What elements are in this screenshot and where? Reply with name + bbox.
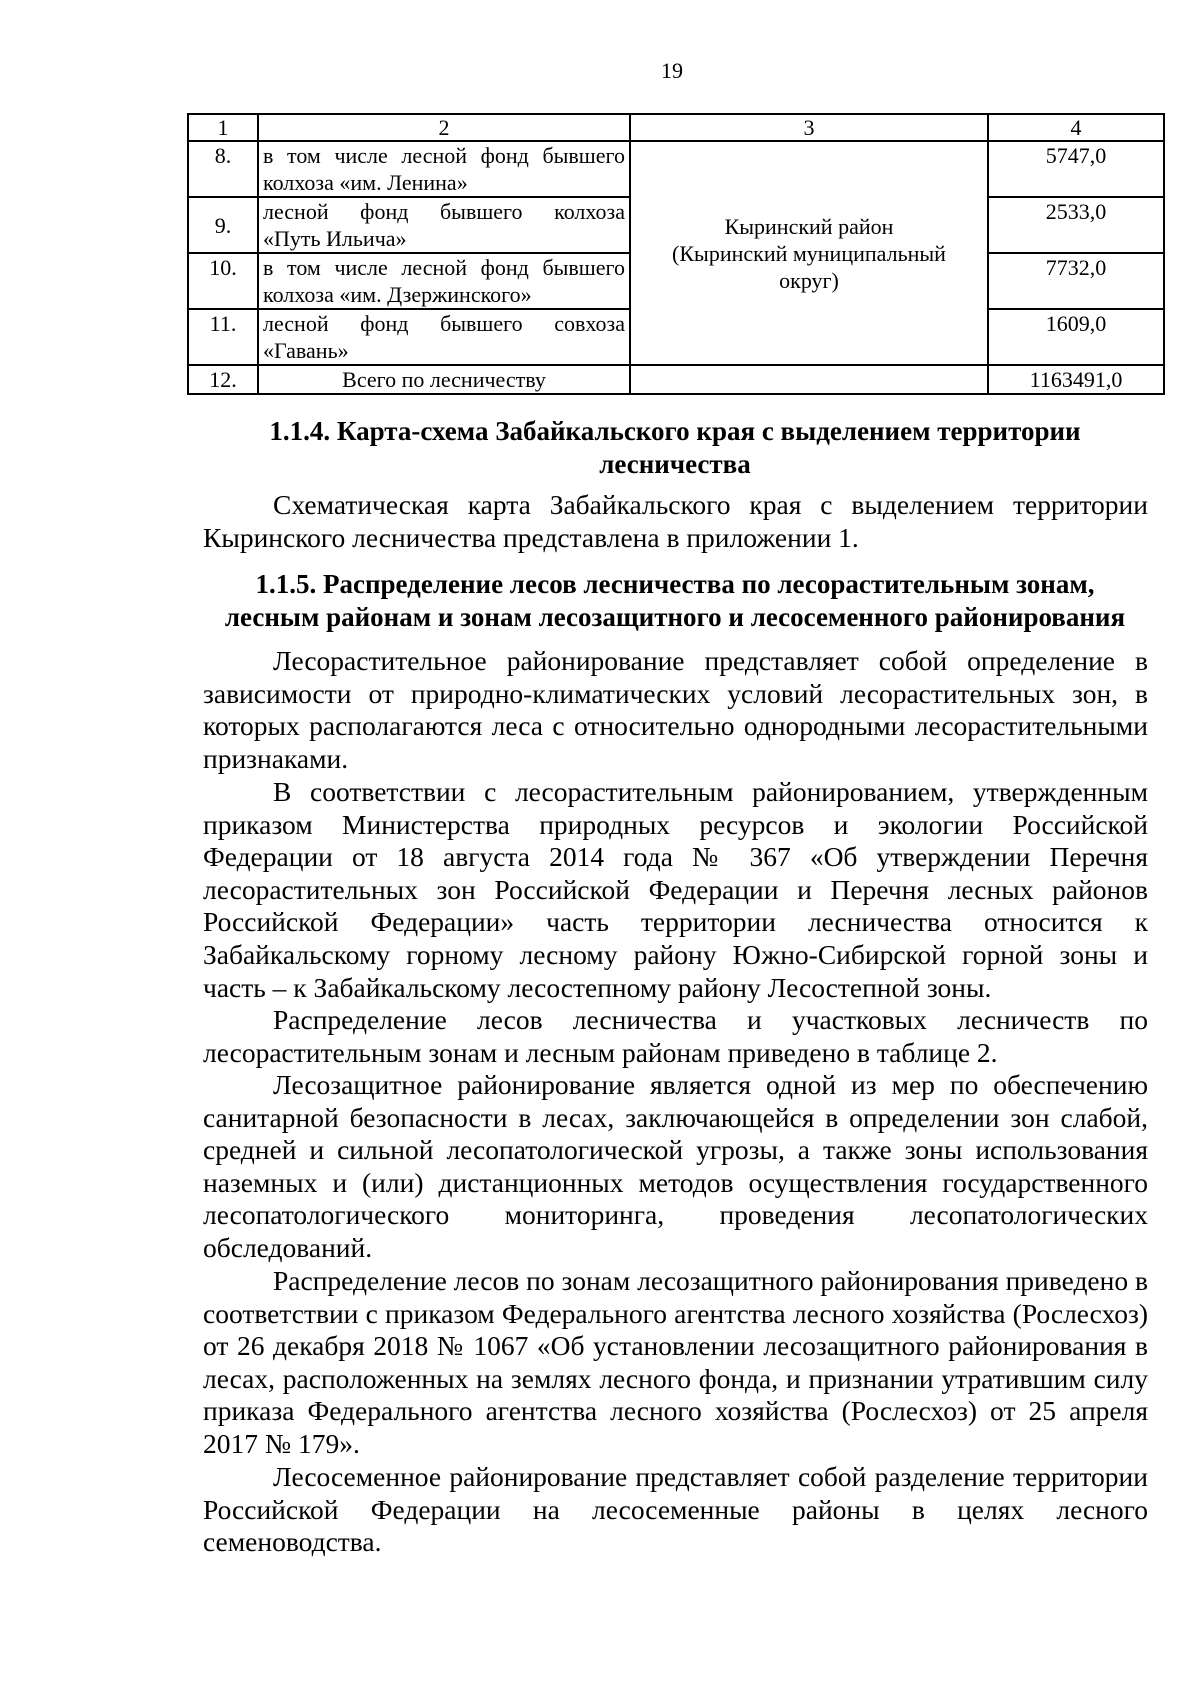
forest-fund-table [187, 113, 1165, 395]
heading-line: 1.1.4. Карта-схема Забайкальского края с выделением территории [269, 416, 1081, 446]
table-row [188, 141, 1164, 197]
row-name: Всего по лесничеству [258, 365, 630, 394]
row-name [258, 309, 630, 365]
district-line: Кыринский район [724, 213, 894, 239]
row-number: 9. [188, 197, 258, 253]
row-name-line: колхоза «им. Ленина» [263, 170, 468, 195]
heading-line: 1.1.5. Распределение лесов лесничества по лесорастительным зонам, [255, 569, 1095, 599]
header-cell: 4 [988, 114, 1164, 141]
row-name [258, 253, 630, 309]
row-name-line: лесной фонд бывшего совхоза [263, 311, 625, 336]
heading-line: лесничества [599, 449, 751, 479]
table-header-row [188, 114, 1164, 141]
paragraph: В соответствии с лесорастительным районированием, утвержденным приказом Министерства природных ресурсов и экологии Российской Федерации от 18 августа 2014 года № 367 «Об утверждении Перечня лесорастительных зон Российской Федерации и Перечня лесных районов Российской Федерации» часть территории лесничества относится к Забайкальскому горному лесному району Южно-Сибирской горной зоны и часть – к Забайкальскому лесостепному району Лесостепной зоны. [203, 776, 1148, 1003]
paragraph: Лесозащитное районирование является одной из мер по обеспечению санитарной безопасности в лесах, заключающейся в определении зон слабой, средней и сильной лесопатологической угрозы, а также зоны использования наземных и (или) дистанционных методов осуществления государственного лесопатологического мониторинга, проведения лесопатологических обследований. [203, 1069, 1148, 1263]
empty-cell [630, 365, 988, 394]
row-name-line: колхоза «им. Дзержинского» [263, 282, 532, 307]
header-cell: 1 [188, 114, 258, 141]
row-name-line: в том числе лесной фонд бывшего [263, 143, 625, 168]
row-name-line: в том числе лесной фонд бывшего [263, 255, 625, 280]
section-heading-114 [200, 415, 1150, 481]
paragraph: Схематическая карта Забайкальского края с выделением территории Кыринского лесничества представлена в приложении 1. [203, 489, 1148, 553]
paragraph: Распределение лесов лесничества и участковых лесничеств по лесорастительным зонам и лесным районам приведено в таблице 2. [203, 1004, 1148, 1068]
row-name [258, 141, 630, 197]
district-line: (Кыринский муниципальный [672, 240, 946, 266]
page-number: 19 [661, 58, 683, 83]
row-value: 1163491,0 [988, 365, 1164, 394]
district-cell [630, 141, 988, 365]
table-row-total [188, 365, 1164, 394]
paragraph: Лесорастительное районирование представляет собой определение в зависимости от природно-климатических условий лесорастительных зон, в которых располагаются леса с относительно однородными лесорастительными признаками. [203, 645, 1148, 774]
row-number: 10. [188, 253, 258, 309]
district-line: округ) [779, 267, 839, 293]
paragraph: Распределение лесов по зонам лесозащитного районирования приведено в соответствии с приказом Федерального агентства лесного хозяйства (Рослесхоз) от 26 декабря 2018 № 1067 «Об установлении лесозащитного районирования в лесах, расположенных на землях лесного фонда, и признании утратившим силу приказа Федерального агентства лесного хозяйства (Рослесхоз) от 25 апреля 2017 № 179». [203, 1265, 1148, 1459]
row-name [258, 197, 630, 253]
row-value: 2533,0 [988, 197, 1164, 253]
row-number: 11. [188, 309, 258, 365]
row-name-line: лесной фонд бывшего колхоза [263, 199, 625, 224]
row-value: 1609,0 [988, 309, 1164, 365]
header-cell: 2 [258, 114, 630, 141]
heading-line: лесным районам и зонам лесозащитного и лесосеменного районирования [224, 602, 1126, 632]
row-value: 5747,0 [988, 141, 1164, 197]
row-number: 12. [188, 365, 258, 394]
row-value: 7732,0 [988, 253, 1164, 309]
row-name-line: «Путь Ильича» [263, 226, 407, 251]
row-number: 8. [188, 141, 258, 197]
header-cell: 3 [630, 114, 988, 141]
paragraph: Лесосеменное районирование представляет собой разделение территории Российской Федерации на лесосеменные районы в целях лесного семеноводства. [203, 1461, 1148, 1558]
section-heading-115 [200, 568, 1150, 634]
row-name-line: «Гавань» [263, 338, 349, 363]
